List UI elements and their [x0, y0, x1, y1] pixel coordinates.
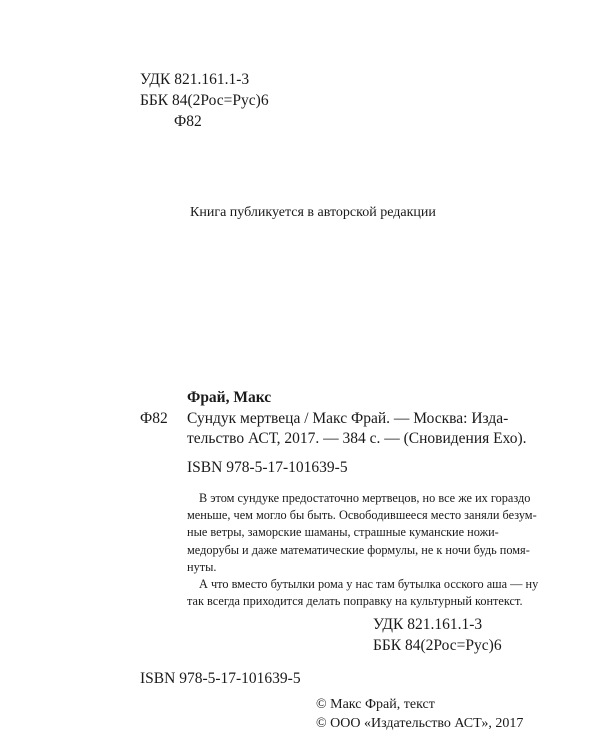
catalog-mark: Ф82 [140, 410, 168, 427]
bottom-isbn: ISBN 978-5-17-101639-5 [140, 670, 301, 687]
annotation-line: медорубы и даже математические формулы, не к ночи будь помя- [187, 542, 530, 557]
annotation-paragraph-1 [187, 490, 537, 576]
udk-code: УДК 821.161.1-3 [140, 71, 250, 88]
footer-bbk-code: ББК 84(2Рос=Рус)6 [373, 637, 502, 654]
annotation-line: А что вместо бутылки рома у нас там бутылка осского аша — ну [199, 577, 539, 591]
author-mark: Ф82 [174, 113, 202, 130]
catalog-author: Фрай, Макс [187, 389, 272, 406]
annotation-line: В этом сундуке предостаточно мертвецов, но все же их гораздо [199, 491, 531, 505]
bbk-code: ББК 84(2Рос=Рус)6 [140, 92, 269, 109]
catalog-isbn: ISBN 978-5-17-101639-5 [187, 459, 348, 476]
annotation-line: ные ветры, заморские шаманы, страшные куманские ножи- [187, 525, 499, 540]
catalog-description-line-1: Сундук мертвеца / Макс Фрай. — Москва: Изда- [187, 410, 509, 427]
copyright-publisher: © ООО «Издательство АСТ», 2017 [316, 716, 524, 731]
catalog-description-line-2: тельство АСТ, 2017. — 384 с. — (Сновидения Ехо). [187, 430, 527, 447]
annotation-paragraph-2 [187, 576, 539, 610]
footer-udk-code: УДК 821.161.1-3 [373, 616, 483, 633]
edition-note: Книга публикуется в авторской редакции [190, 205, 436, 220]
copyright-author: © Макс Фрай, текст [316, 697, 435, 712]
annotation-line: так всегда приходится делать поправку на культурный контекст. [187, 594, 523, 609]
annotation-line: меньше, чем могло бы быть. Освободившееся место заняли безум- [187, 508, 537, 523]
annotation-line: нуты. [187, 559, 217, 574]
